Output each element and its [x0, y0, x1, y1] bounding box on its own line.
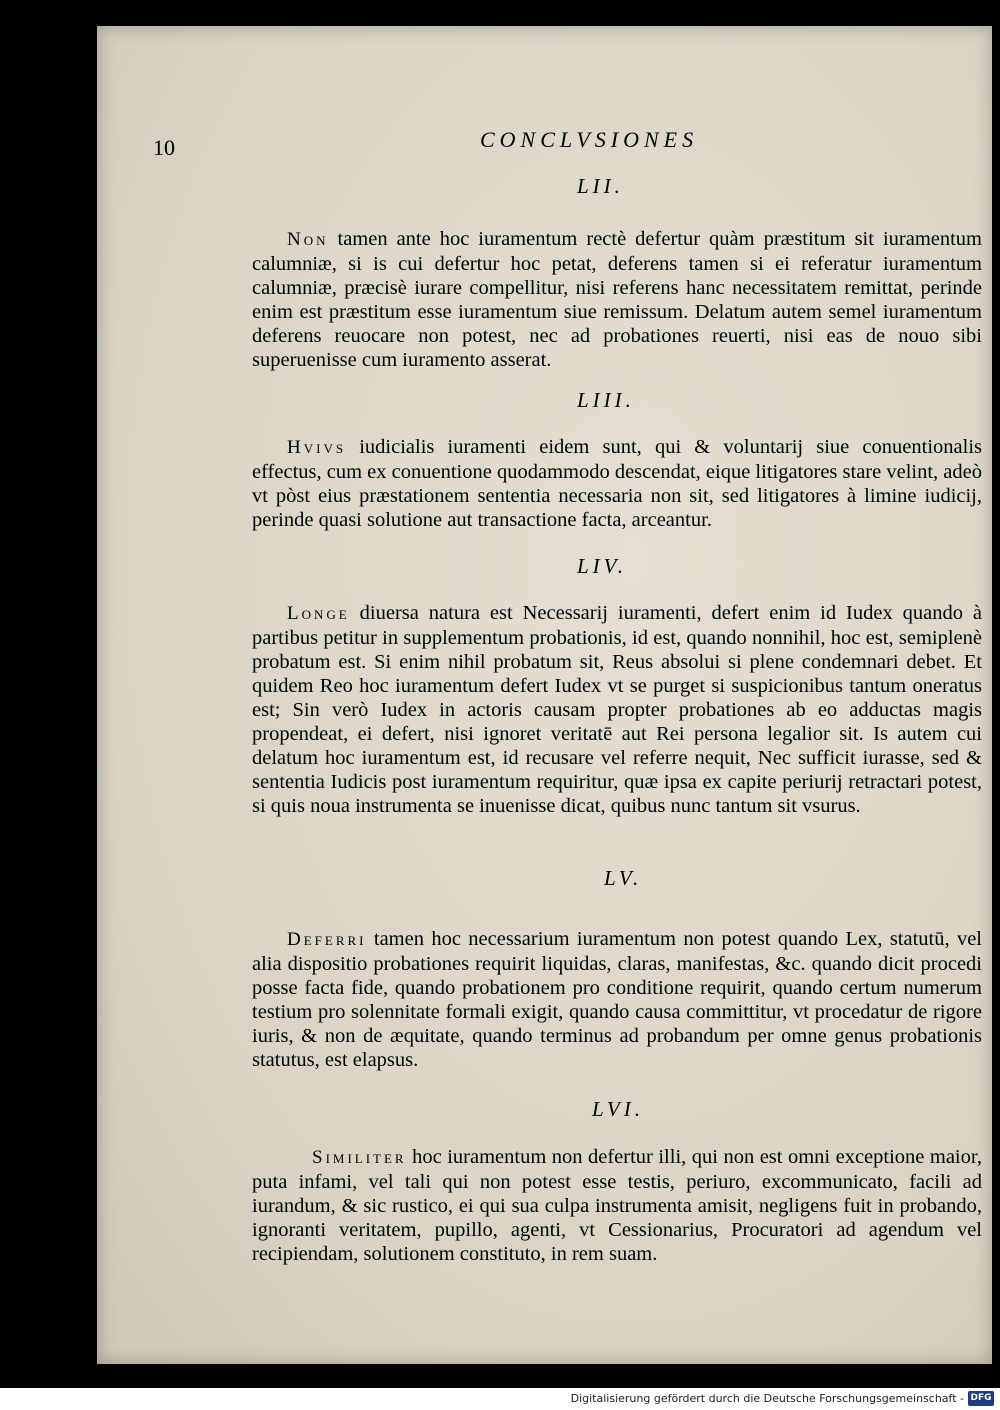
page-number: 10: [153, 135, 175, 160]
paragraph-lead-word: Longe: [287, 603, 350, 624]
section-number-liv: LIV.: [577, 554, 628, 578]
section-paragraph-lvi: [252, 1145, 982, 1266]
paragraph-text: tamen hoc necessarium iuramentum non potest quando Lex, statutū, vel alia dispositio probationes requirit liquidas, claras, manifestas, &c. quando dicit procedi posse facta fide, quando probationem pro conditione requirit, quando certum numerum testium pro solennitate formali exigit, quando causa committitur, vt procedatur de rigore iuris, & non de æquitate, quando terminus ad probandum per omne genus probationis statutus, est elapsus.: [252, 928, 982, 1071]
footer-credit: Digitalisierung gefördert durch die Deutsche Forschungsgemeinschaft -: [570, 1392, 964, 1405]
section-number-lii: LII.: [577, 174, 624, 198]
paragraph-text: tamen ante hoc iuramentum rectè defertur quàm præstitum sit iuramentum calumniæ, si is cui defertur hoc petat, deferens tamen si ei referatur iuramentum calumniæ, præcisè iurare compellitur, nisi referens hanc necessitatem remittat, perinde enim est præstitum esse iuramentum siue remissum. Delatum autem semel iuramentum deferens reuocare non potest, nec ad probationes reuerti, nisi eas de nouo sibi superuenisse cum iuramento asserat.: [252, 228, 983, 371]
paragraph-text: diuersa natura est Necessarij iuramenti, defert enim id Iudex quando à partibus petitur in supplementum probationis, id est, quando nonnihil, hoc est, semiplenè probatum est. Si enim nihil probatum sit, Reus absolui si plene condemnari debet. Et quidem Reo hoc iuramentum defert Iudex vt se purget si suspicionibus tantum oneratus est; Sin verò Iudex in actoris causam propter probationes ab eo adductas magis propendeat, ei defert, nisi ignoret veritatē aut Rei persona legalior sit. Is autem cui delatum hoc iuramentum est, id recusare vel referre nequit, Nec sufficit iurasse, sed & sententia Iudicis post iuramentum requiritur, quæ ipsa ex capite periurij retractari potest, si quis noua instrumenta se inuenisse dicat, quibus nunc tantum sit vsurus.: [252, 602, 983, 817]
section-paragraph-lii: [252, 227, 982, 372]
footer-bar: [0, 1388, 1000, 1410]
section-number-lvi: LVI.: [592, 1097, 644, 1121]
dfg-logo-icon: DFG: [968, 1391, 994, 1406]
paragraph-lead-word: Non: [287, 229, 329, 250]
paragraph-lead-word: Similiter: [312, 1147, 407, 1168]
paragraph-lead-word: Hvivs: [287, 437, 347, 458]
section-paragraph-lv: [252, 927, 982, 1072]
section-paragraph-liv: [252, 601, 982, 818]
section-number-liii: LIII.: [577, 388, 635, 412]
paragraph-text: iudicialis iuramenti eidem sunt, qui & voluntarij siue conuentionalis effectus, cum ex conuentione quodammodo descendat, eique litigatores stare velint, adeò vt pòst eius præstationem sententia necessaria non sit, sed litigatores à limine iudicij, perinde quasi solutione aut transactione facta, arceantur.: [252, 436, 982, 531]
paragraph-lead-word: Deferri: [287, 929, 367, 950]
paragraph-text: hoc iuramentum non defertur illi, qui non est omni exceptione maior, puta infami, vel tali qui non potest esse testis, periuro, excommunicato, facili ad iurandum, & sic rustico, ei qui sua culpa instrumenta amisit, negligens fuit in probando, ignoranti veritatem, pupillo, agenti, vt Cessionarius, Procuratori ad agendum vel recipiendam, solutionem constituto, in rem suam.: [252, 1146, 983, 1265]
section-paragraph-liii: [252, 435, 982, 532]
running-head: CONCLVSIONES: [480, 127, 699, 152]
section-number-lv: LV.: [604, 866, 643, 890]
